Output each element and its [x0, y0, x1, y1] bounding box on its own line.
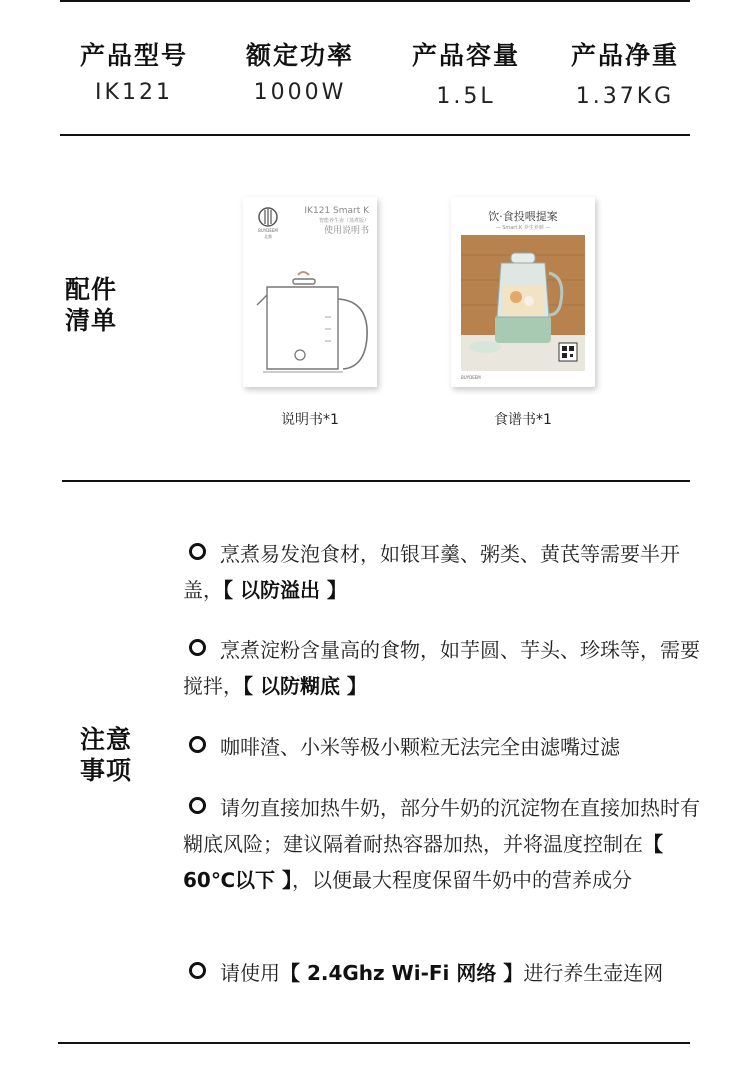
spec-capacity: [391, 36, 541, 109]
manual-title: IK121 Smart K: [304, 206, 369, 216]
recipe-cover-photo: [461, 235, 585, 371]
note-item: 烹煮易发泡食材，如银耳羹、粥类、黄芪等需要半开盖，【 以防溢出 】: [183, 542, 680, 602]
recipe-brand: BUYDEEM: [461, 375, 481, 380]
manual-doc-name: 使用说明书: [323, 226, 369, 236]
top-divider: [60, 0, 690, 2]
spec-label: 产品净重: [570, 41, 679, 70]
spec-divider: [60, 134, 690, 136]
manual-card: [243, 197, 377, 387]
spec-value: IK121: [95, 80, 173, 105]
note-item: 烹煮淀粉含量高的食物，如芋圆、芋头、珍珠等，需要搅拌，【 以防糊底 】: [183, 638, 700, 698]
recipe-caption: 食谱书*1: [494, 412, 552, 428]
spec-power: [225, 36, 375, 105]
ring-bullet-icon: [189, 962, 206, 979]
recipe-title: 饮·食投喂提案: [488, 210, 558, 223]
spec-weight: [550, 36, 700, 109]
spec-model: [59, 36, 209, 105]
manual-caption: 说明书*1: [281, 412, 339, 428]
bottom-divider: [58, 1042, 690, 1044]
recipe-subtitle: — Smart K 养生养颜 —: [495, 225, 551, 231]
spec-value: 1000W: [253, 80, 347, 105]
notes-title: 注意 事项: [80, 725, 133, 785]
spec-value: 1.37KG: [575, 84, 675, 109]
accessories-divider: [62, 480, 690, 482]
ring-bullet-icon: [189, 543, 206, 560]
spec-value: 1.5L: [436, 84, 496, 109]
ring-bullet-icon: [189, 797, 206, 814]
spec-label: 额定功率: [245, 41, 354, 70]
note-item: 请使用【 2.4Ghz Wi-Fi 网络 】进行养生壶连网: [183, 955, 703, 991]
recipe-card: [451, 197, 595, 387]
note-item: 请勿直接加热牛奶，部分牛奶的沉淀物在直接加热时有糊底风险；建议隔着耐热容器加热，并将温度控制在【 60℃以下 】，以便最大程度保留牛奶中的营养成分: [183, 796, 700, 892]
spec-label: 产品容量: [411, 41, 520, 70]
note-item: 咖啡渣、小米等极小颗粒无法完全由滤嘴过滤: [183, 729, 703, 765]
manual-subtitle: 智能养生壶（蒸煮版）: [318, 218, 369, 224]
ring-bullet-icon: [189, 639, 206, 656]
spec-label: 产品型号: [79, 41, 188, 70]
accessories-title: 配件 清单: [65, 275, 118, 335]
manual-brand: BUYDEEM: [258, 228, 278, 233]
manual-brand-cn: 北鼎: [264, 234, 272, 239]
ring-bullet-icon: [189, 736, 206, 753]
